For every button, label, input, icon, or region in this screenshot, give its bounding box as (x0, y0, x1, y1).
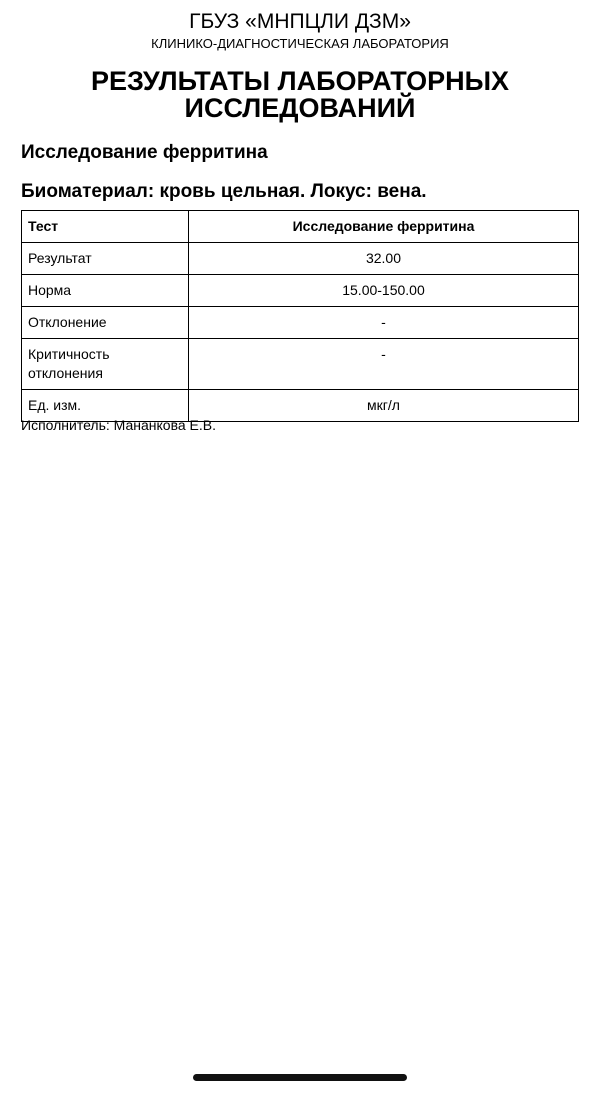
biomaterial-line: Биоматериал: кровь цельная. Локус: вена. (21, 181, 427, 202)
row-label-criticality: Критичность отклонения (22, 339, 189, 390)
row-label-norm: Норма (22, 275, 189, 307)
row-label-deviation: Отклонение (22, 307, 189, 339)
executor-line: Исполнитель: Мананкова Е.В. (21, 417, 216, 433)
row-value-unit: мкг/л (189, 390, 579, 422)
table-row-result (22, 243, 579, 275)
study-title: Исследование ферритина (21, 142, 268, 163)
home-indicator[interactable] (193, 1074, 407, 1081)
row-value-result: 32.00 (189, 243, 579, 275)
table-row-criticality (22, 339, 579, 390)
results-table (21, 210, 579, 422)
table-row-deviation (22, 307, 579, 339)
table-header-row (22, 211, 579, 243)
row-label-unit: Ед. изм. (22, 390, 189, 422)
row-value-deviation: - (189, 307, 579, 339)
organization-name: ГБУЗ «МНПЦЛИ ДЗМ» (189, 10, 411, 33)
table-row-norm (22, 275, 579, 307)
row-label-result: Результат (22, 243, 189, 275)
row-value-norm: 15.00-150.00 (189, 275, 579, 307)
table-header-study: Исследование ферритина (189, 211, 579, 243)
row-value-criticality: - (189, 339, 579, 390)
organization-subtitle: КЛИНИКО-ДИАГНОСТИЧЕСКАЯ ЛАБОРАТОРИЯ (151, 36, 449, 51)
table-header-test: Тест (22, 211, 189, 243)
report-title: РЕЗУЛЬТАТЫ ЛАБОРАТОРНЫХ ИССЛЕДОВАНИЙ (90, 66, 510, 123)
